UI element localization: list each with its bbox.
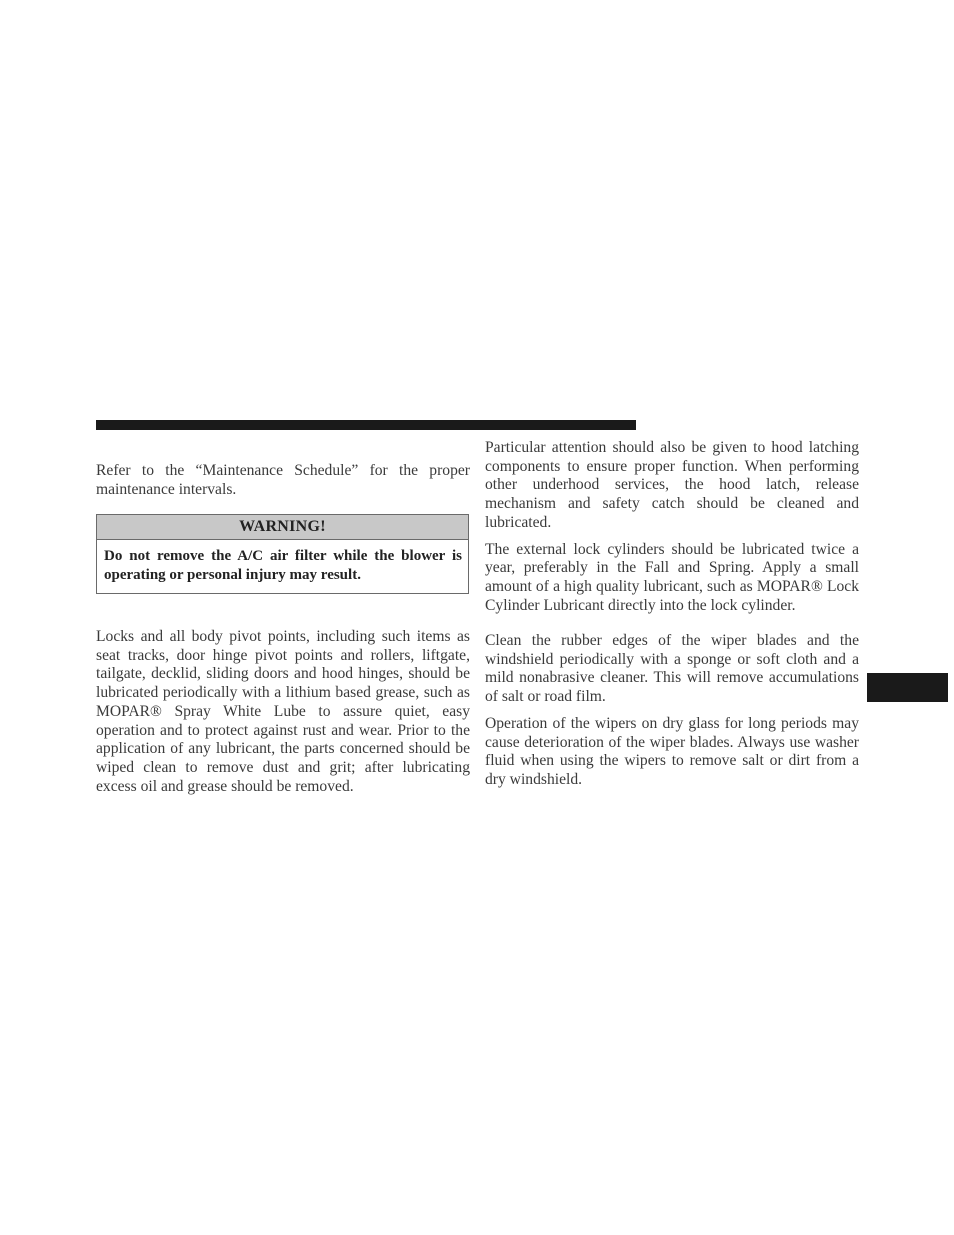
right-column-bottom [485, 632, 859, 790]
warning-box [96, 514, 469, 594]
wiper-operation-paragraph: Operation of the wipers on dry glass for long periods may cause deterioration of the wiper blades. Always use washer fluid when using the wipers to remove salt or dirt from a dry windshield. [485, 714, 859, 788]
maintenance-schedule-reference: Refer to the “Maintenance Schedule” for the proper maintenance intervals. [96, 462, 470, 498]
right-column-top [485, 439, 859, 615]
hood-latch-paragraph: Particular attention should also be given to hood latching components to ensure proper function. When performing other underhood services, the hood latch, release mechanism and safety catch should be cleaned and lubricated. [485, 439, 859, 531]
left-column-intro [96, 462, 470, 499]
body-lubrication-paragraph: Locks and all body pivot points, including such items as seat tracks, door hinge pivot points and rollers, liftgate, tailgate, decklid, sliding doors and hood hinges, should be lubricated periodically with a lithium based grease, such as MOPAR® Spray White Lube to assure quiet, easy operation and to protect against rust and wear. Prior to the application of any lubricant, the parts concerned should be wiped clean to remove dust and grit; after lubricating excess oil and grease should be removed. [96, 628, 470, 795]
warning-title: WARNING! [97, 515, 468, 540]
left-column-lubrication [96, 628, 470, 796]
warning-text: Do not remove the A/C air filter while the blower is operating or personal injury may result. [104, 548, 462, 583]
lock-cylinder-paragraph: The external lock cylinders should be lubricated twice a year, preferably in the Fall and Spring. Apply a small amount of a high quality lubricant, such as MOPAR® Lock Cylinder Lubricant directly into the lock cylinder. [485, 540, 859, 614]
section-header-rule [96, 420, 636, 430]
wiper-clean-paragraph: Clean the rubber edges of the wiper blades and the windshield periodically with a sponge or soft cloth and a mild nonabrasive cleaner. This will remove accumulations of salt or road film. [485, 632, 859, 706]
chapter-tab [867, 673, 948, 702]
